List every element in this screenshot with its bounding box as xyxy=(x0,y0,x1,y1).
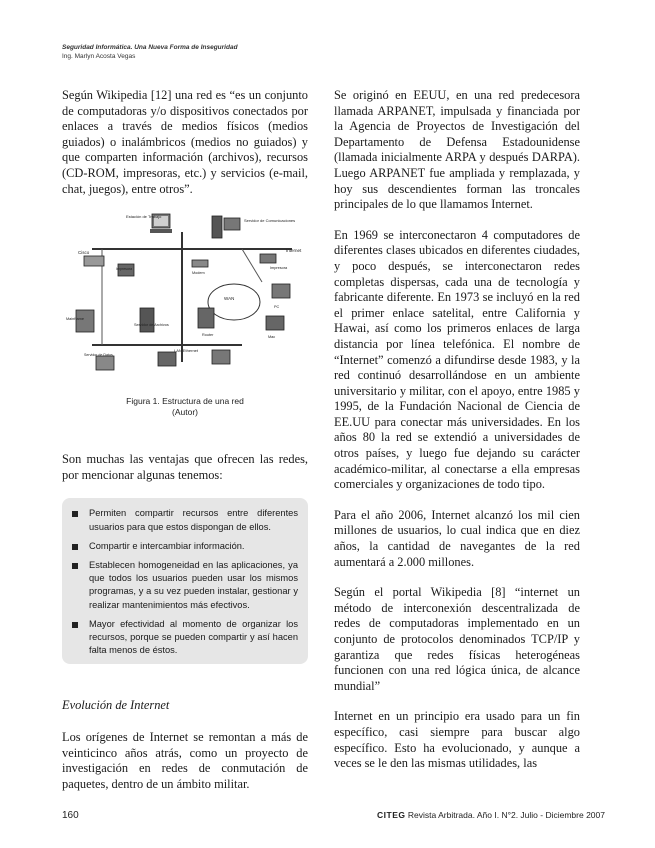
label-cisco: Cisco xyxy=(78,250,90,256)
label-mac: Mac xyxy=(268,335,276,340)
header-title: Seguridad Informática. Una Nueva Forma de Inseguridad xyxy=(62,44,238,51)
advantage-text: Permiten compartir recursos entre diferentes usuarios para que estos dispongan de ellos. xyxy=(89,508,298,532)
figure-caption xyxy=(62,396,308,418)
paragraph-users: Para el año 2006, Internet alcanzó los mil cien millones de usuarios, lo cual indica que en diez años, la cantidad de navegantes de la red aumentará a 2.000 millones. xyxy=(334,507,580,569)
label-server-top: Servidor de Comunicaciones xyxy=(244,218,296,224)
running-header xyxy=(62,44,238,61)
label-internet: Internet xyxy=(286,248,302,254)
section-title: Evolución de Internet xyxy=(62,698,170,713)
advantage-item xyxy=(70,507,298,533)
bullet-square-icon xyxy=(72,544,78,550)
intro-paragraph: Según Wikipedia [12] una red es “es un conjunto de computadoras y/o dispositivos conectados por enlaces a través de medios físicos (medios guiados) o inalámbricos (medios no guiados) y que comparten información (archivos), recursos (CD-ROM, impresoras, etc.) y servicios (e-mail, chat, juegos), entre otros”. xyxy=(62,88,308,196)
journal-footer xyxy=(377,810,605,820)
label-mainframe: Mainframe xyxy=(66,317,84,322)
advantage-text: Compartir e intercambiar información. xyxy=(89,540,245,551)
label-router: Router xyxy=(202,333,214,338)
advantages-intro: Son muchas las ventajas que ofrecen las redes, por mencionar algunas tenemos: xyxy=(62,452,308,482)
network-figure xyxy=(62,212,308,394)
network-diagram xyxy=(62,212,308,394)
paragraph-usage: Internet en un principio era usado para un fin específico, casi siempre para buscar algo específico. Esto ha evolucionado, y aunque a veces se le den las mismas utilidades, las xyxy=(334,709,580,771)
label-wan: WAN xyxy=(224,296,235,302)
header-author: Ing. Marlyn Acosta Vegas xyxy=(62,52,136,60)
advantage-text: Establecen homogeneidad en las aplicaciones, ya que todos los usuarios pueden usar los mismos programas, y a su vez pueden instalar, gestionar y realizar mantenimientos más efectivos. xyxy=(89,559,298,610)
journal-info: Revista Arbitrada. Año I. N°2. Julio - Diciembre 2007 xyxy=(407,810,605,820)
bullet-square-icon xyxy=(72,622,78,628)
label-lan: LAN Ethernet xyxy=(174,348,199,354)
page-number: 160 xyxy=(62,810,79,821)
evolution-paragraph: Los orígenes de Internet se remontan a más de veinticinco años atrás, como un proyecto de investigación en redes de conmutación de paquetes, dentro de un ámbito militar. xyxy=(62,729,308,791)
label-printer-left: Impresora xyxy=(116,267,133,272)
label-printer-right: Impresora xyxy=(270,266,288,271)
journal-brand: CITEG xyxy=(377,810,406,820)
bullet-square-icon xyxy=(72,511,78,517)
left-column xyxy=(62,88,308,807)
advantage-item xyxy=(70,540,298,553)
label-modem: Modem xyxy=(192,271,205,276)
paragraph-definition: Según el portal Wikipedia [8] “internet un método de interconexión descentralizada de redes de computadoras implementado en un conjunto de protocolos denominados TCP/IP y garantiza que redes físicas heterogéneas funcionen con una red lógica única, de alcance mundial” xyxy=(334,585,580,693)
label-office: Estación de Trabajo xyxy=(126,214,162,220)
label-pc-right: PC xyxy=(274,305,280,310)
right-column xyxy=(334,88,580,787)
advantage-item xyxy=(70,559,298,612)
paragraph-history: En 1969 se interconectaron 4 computadores de diferentes clases ubicados en diferentes ciudades, y poco después, se interconectaron redes completas dispersas, cada una de tecnología y fabricante diferente. En 1973 se incluyó en la red el primer enlace satelital, entre California y Hawai, así como los primeros enlaces de larga distancia por línea telefónica. El nombre de “Internet” comenzó a difundirse desde 1983, y la red continuó desarrollándose en un ambiente universitario y militar, con el apoyo, entre 1985 y 1995, de la Fundación Nacional de Ciencia de EE.UU para conectar más universidades. En los años 80 la red se extendió a universidades de otros países, y luego fue dejando su carácter académico-militar, al conectarse a ella empresas comerciales y organizaciones de todo tipo. xyxy=(334,227,580,492)
figure-caption-line1: Figura 1. Estructura de una red xyxy=(126,396,244,407)
advantage-item xyxy=(70,618,298,658)
figure-caption-line2: (Autor) xyxy=(172,407,198,418)
advantages-list xyxy=(70,507,298,657)
advantages-box xyxy=(62,498,308,664)
label-server-bottom: Servidor de Archivos xyxy=(134,323,169,328)
advantage-text: Mayor efectividad al momento de organizar los recursos, porque se pueden compartir y así hacen falta menos de éstos. xyxy=(89,618,298,656)
paragraph-arpanet: Se originó en EEUU, en una red predecesora llamada ARPANET, impulsada y financiada por la Agencia de Proyectos de Investigación del Departamento de Defensa Estadounidense (llamada inicialmente ARPA y después DARPA). Luego ARPANET fue ampliada y remplazada, y hoy sus descendientes forman las troncales principales de lo que llamamos Internet. xyxy=(334,88,580,212)
bullet-square-icon xyxy=(72,563,78,569)
label-storage: Servidor de Datos xyxy=(84,353,113,358)
